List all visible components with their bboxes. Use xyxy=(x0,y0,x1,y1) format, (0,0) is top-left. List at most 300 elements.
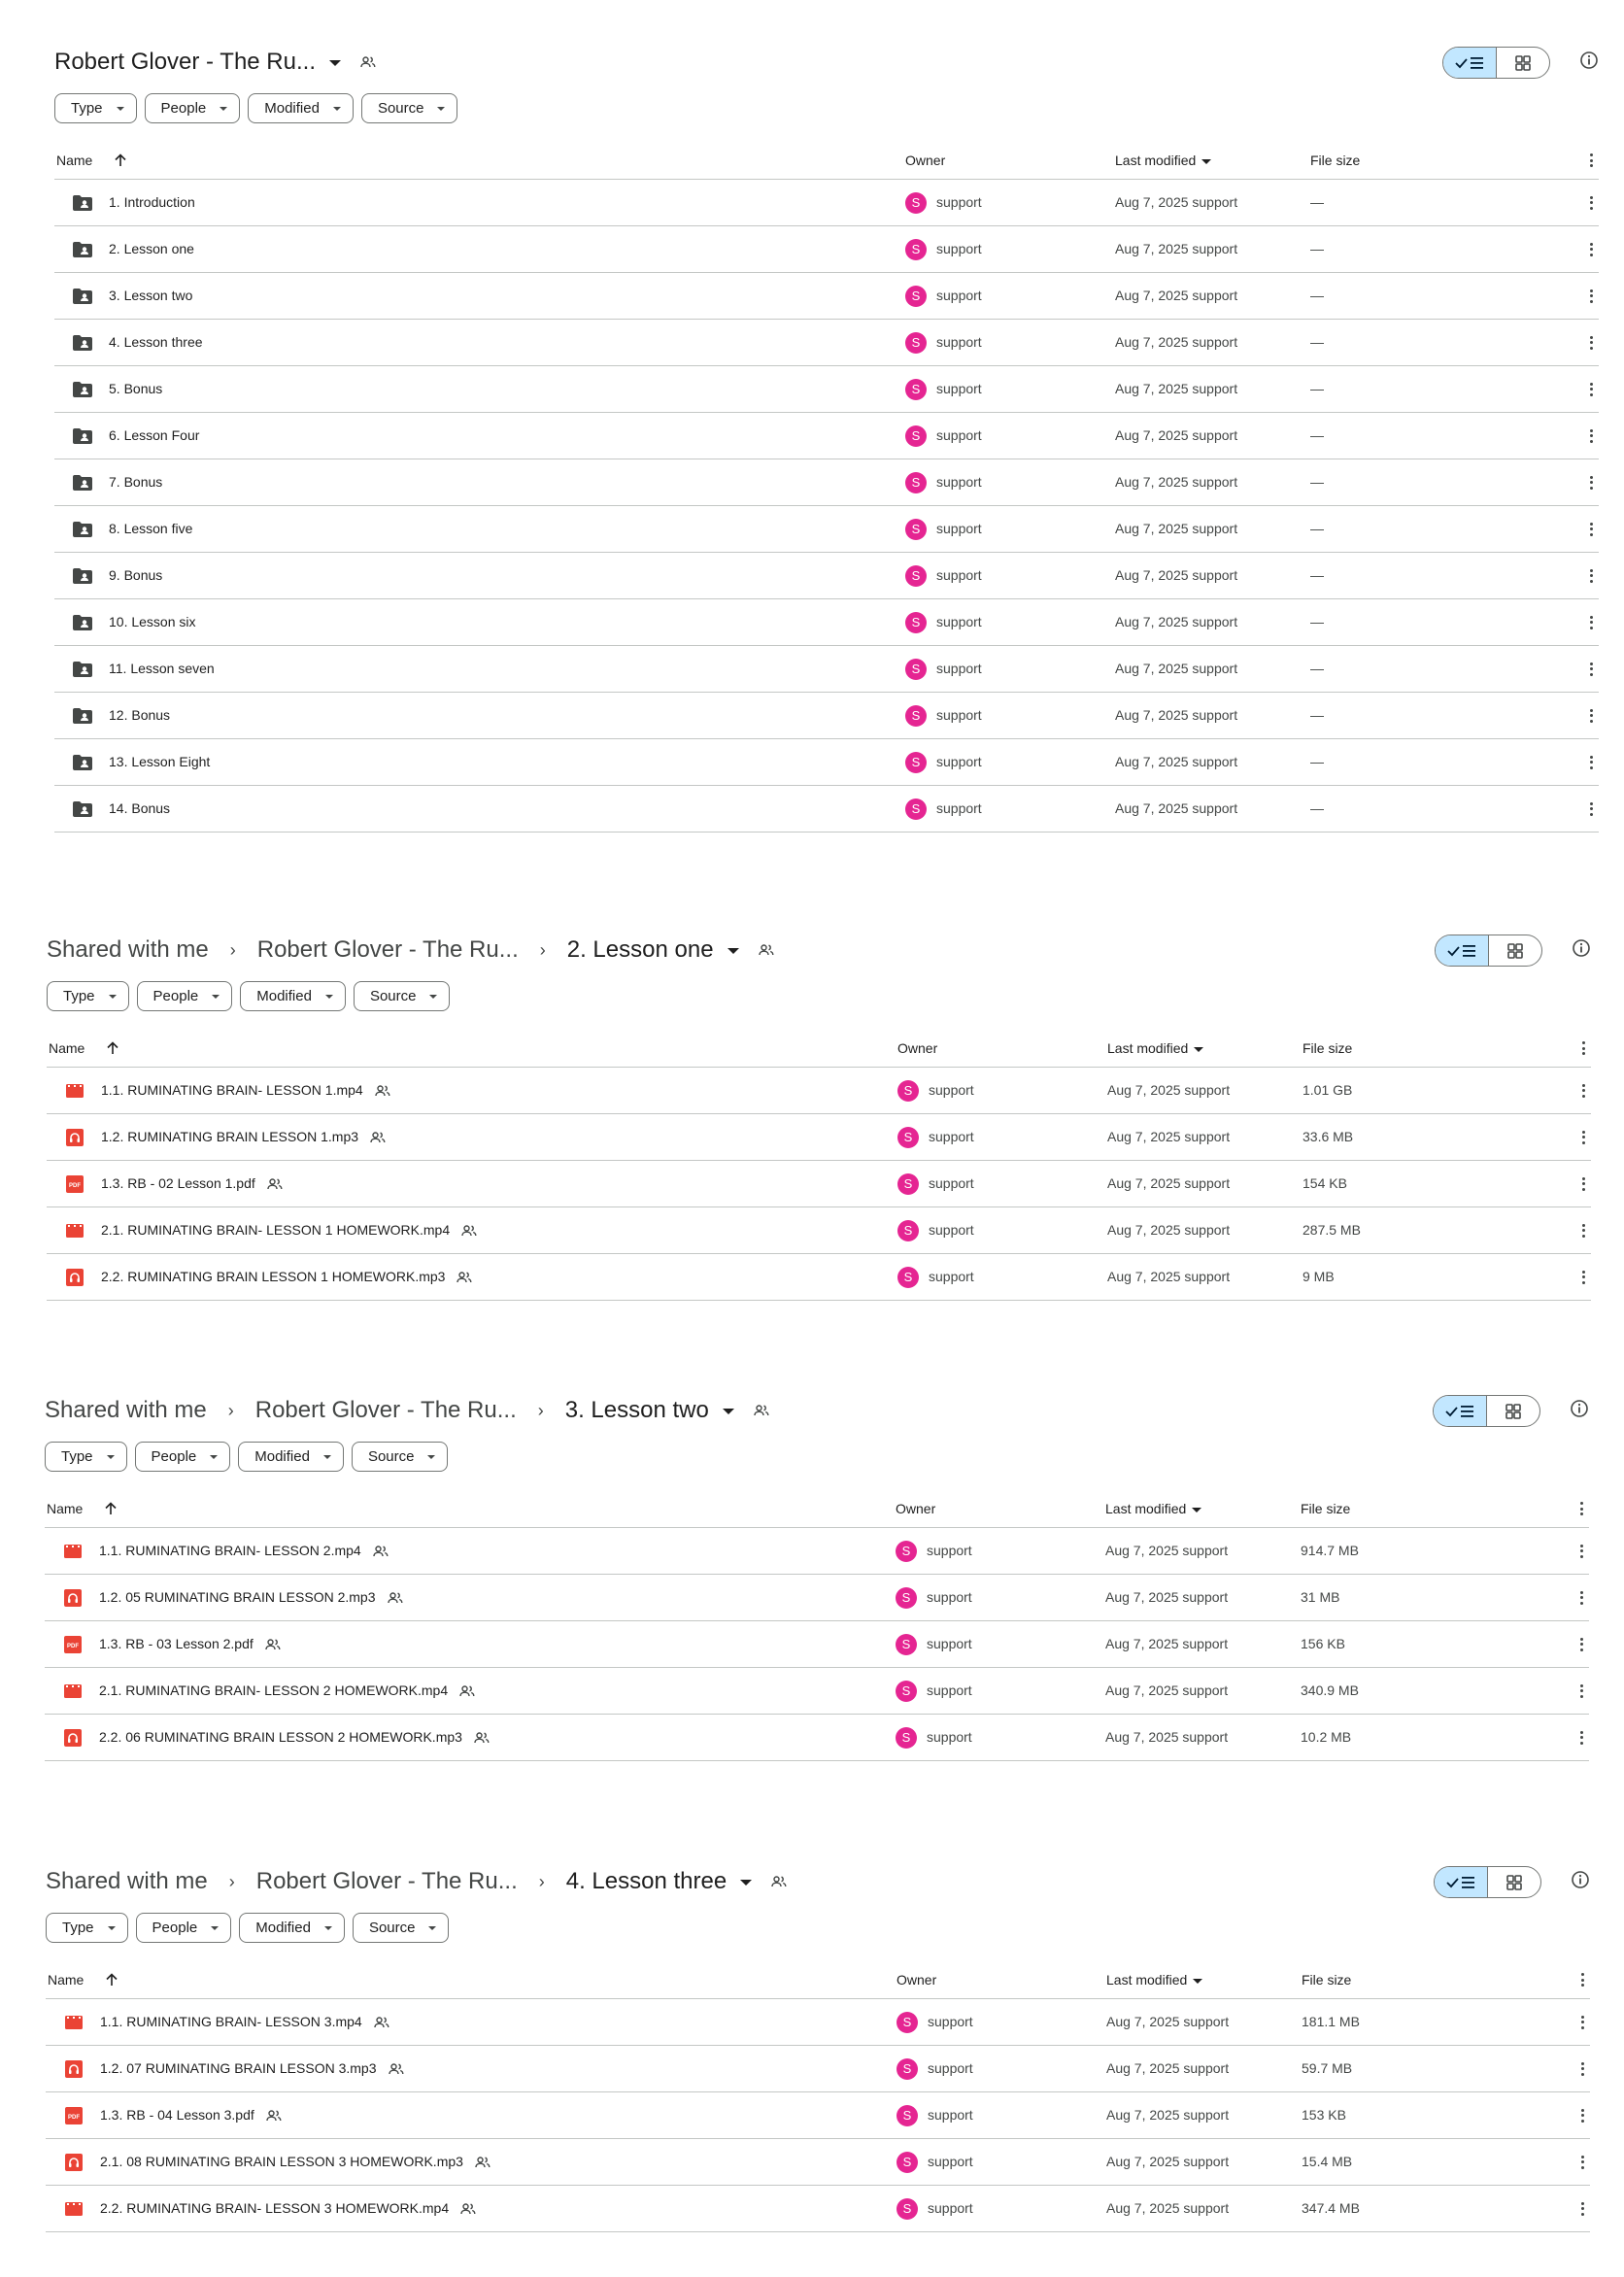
filter-chip-people[interactable] xyxy=(145,93,241,123)
filter-chip-source[interactable] xyxy=(353,1913,450,1943)
file-name[interactable]: 1.3. RB - 02 Lesson 1.pdf xyxy=(101,1175,255,1191)
table-row[interactable] xyxy=(54,366,1599,413)
table-row[interactable] xyxy=(46,2092,1590,2139)
column-header-file-size: File size xyxy=(1302,1972,1352,1988)
owner-cell xyxy=(905,273,982,319)
sort-arrow-up-icon[interactable] xyxy=(104,1502,118,1515)
avatar: S xyxy=(897,2058,918,2080)
owner-cell xyxy=(905,599,982,645)
caret-down-icon xyxy=(220,107,227,111)
owner-name: support xyxy=(936,474,982,490)
file-name-cell xyxy=(56,366,162,412)
shared-folder-icon xyxy=(360,56,376,68)
column-header-name[interactable] xyxy=(56,142,127,179)
folder-panel-root xyxy=(54,39,1599,833)
last-modified-cell: Aug 7, 2025 support xyxy=(1107,1222,1231,1238)
caret-down-icon xyxy=(212,995,220,999)
file-name[interactable]: 1.2. RUMINATING BRAIN LESSON 1.mp3 xyxy=(101,1129,359,1144)
table-row[interactable] xyxy=(54,273,1599,320)
avatar: S xyxy=(905,286,927,307)
avatar: S xyxy=(905,379,927,400)
file-size-cell: — xyxy=(1310,474,1324,490)
more-actions-icon[interactable] xyxy=(1580,1999,1584,2045)
video-icon xyxy=(62,1681,84,1702)
column-header-last-modified[interactable] xyxy=(1105,1490,1201,1527)
file-size-cell: 914.7 MB xyxy=(1301,1543,1359,1558)
column-header-owner: Owner xyxy=(905,153,946,168)
avatar: S xyxy=(896,1727,917,1749)
more-actions-icon[interactable] xyxy=(1589,506,1593,552)
list-view-button[interactable] xyxy=(1436,935,1489,966)
table-row[interactable] xyxy=(54,226,1599,273)
caret-down-icon xyxy=(323,1455,331,1459)
file-size-cell: 287.5 MB xyxy=(1303,1222,1361,1238)
file-size-cell: 154 KB xyxy=(1303,1175,1347,1191)
more-options-icon[interactable] xyxy=(1580,1961,1584,1998)
column-header-name[interactable] xyxy=(49,1030,119,1067)
file-name[interactable]: 2.2. RUMINATING BRAIN- LESSON 3 HOMEWORK.mp4 xyxy=(100,2200,450,2216)
info-icon[interactable] xyxy=(1570,1399,1589,1418)
owner-name: support xyxy=(936,754,982,769)
last-modified-cell: Aug 7, 2025 support xyxy=(1107,1175,1231,1191)
file-name[interactable]: 6. Lesson Four xyxy=(109,427,200,443)
svg-text:PDF: PDF xyxy=(68,2114,80,2121)
file-name[interactable]: 2.1. RUMINATING BRAIN- LESSON 1 HOMEWORK.mp4 xyxy=(101,1222,451,1238)
current-folder-title[interactable] xyxy=(566,1868,752,1895)
more-actions-icon[interactable] xyxy=(1579,1621,1583,1667)
breadcrumb-shared-with-me[interactable]: Shared with me xyxy=(45,1397,207,1423)
file-name[interactable]: 2.1. RUMINATING BRAIN- LESSON 2 HOMEWORK.mp4 xyxy=(99,1682,449,1698)
file-name-cell xyxy=(49,1161,283,1206)
file-size-cell: — xyxy=(1310,381,1324,396)
owner-cell xyxy=(897,1114,974,1160)
last-modified-cell: Aug 7, 2025 support xyxy=(1106,2107,1230,2123)
file-name[interactable]: 2.2. RUMINATING BRAIN LESSON 1 HOMEWORK.mp3 xyxy=(101,1269,446,1284)
table-row[interactable] xyxy=(54,413,1599,459)
owner-name: support xyxy=(929,1082,974,1098)
file-size-cell: — xyxy=(1310,521,1324,536)
breadcrumb-parent-folder[interactable]: Robert Glover - The Ru... xyxy=(256,936,519,963)
avatar: S xyxy=(905,659,927,680)
table-row[interactable] xyxy=(54,786,1599,833)
avatar: S xyxy=(896,1587,917,1609)
more-options-icon[interactable] xyxy=(1589,142,1593,179)
caret-down-icon xyxy=(109,995,117,999)
column-header-name[interactable] xyxy=(47,1490,118,1527)
avatar: S xyxy=(897,1127,919,1148)
file-name[interactable]: 12. Bonus xyxy=(109,707,171,723)
owner-cell xyxy=(897,1207,974,1253)
filter-chip-source[interactable] xyxy=(354,981,451,1011)
last-modified-cell: Aug 7, 2025 support xyxy=(1115,521,1238,536)
folder-icon xyxy=(72,286,93,307)
breadcrumb-shared-with-me[interactable]: Shared with me xyxy=(47,936,209,963)
breadcrumb-parent-folder[interactable]: Robert Glover - The Ru... xyxy=(255,1868,518,1894)
view-toggle xyxy=(1434,1866,1541,1898)
file-name-cell xyxy=(48,2186,476,2231)
table-row[interactable] xyxy=(47,1254,1591,1301)
column-header-name[interactable] xyxy=(48,1961,118,1998)
grid-view-button[interactable] xyxy=(1497,48,1549,78)
folder-icon xyxy=(72,752,93,773)
more-actions-icon[interactable] xyxy=(1589,646,1593,692)
caret-down-icon xyxy=(108,1926,116,1930)
owner-cell xyxy=(905,506,982,552)
file-size-cell: — xyxy=(1310,241,1324,256)
column-header-last-modified-label: Last modified xyxy=(1105,1501,1187,1516)
file-name[interactable]: 1.1. RUMINATING BRAIN- LESSON 3.mp4 xyxy=(100,2014,362,2029)
view-toggle xyxy=(1433,1395,1540,1427)
video-icon xyxy=(63,2012,85,2033)
breadcrumb xyxy=(45,1397,769,1424)
file-size-cell: — xyxy=(1310,567,1324,583)
owner-name: support xyxy=(936,567,982,583)
page-title: 2. Lesson one xyxy=(566,936,714,963)
table-row[interactable] xyxy=(54,599,1599,646)
folder-panel-lesson-two xyxy=(45,1387,1589,1761)
file-size-cell: 10.2 MB xyxy=(1301,1729,1352,1745)
file-name[interactable]: 1.2. 05 RUMINATING BRAIN LESSON 2.mp3 xyxy=(99,1589,376,1605)
filter-chip-label: Source xyxy=(368,1920,416,1936)
filter-chip-label: Type xyxy=(63,988,95,1004)
owner-cell xyxy=(905,739,982,785)
column-header-file-size: File size xyxy=(1310,153,1361,168)
caret-down-icon xyxy=(1194,1047,1203,1052)
filter-chip-source[interactable] xyxy=(352,1442,449,1472)
filter-chip-people[interactable] xyxy=(137,981,233,1011)
more-actions-icon[interactable] xyxy=(1581,1207,1585,1253)
table-row[interactable] xyxy=(46,2186,1590,2232)
last-modified-cell: Aug 7, 2025 support xyxy=(1115,614,1238,629)
file-name[interactable]: 3. Lesson two xyxy=(109,288,193,303)
filter-chip-label: Source xyxy=(369,988,417,1004)
svg-text:PDF: PDF xyxy=(67,1643,79,1649)
folder-panel-lesson-three xyxy=(46,1858,1590,2232)
filter-chip-label: Type xyxy=(71,100,103,117)
sort-arrow-up-icon[interactable] xyxy=(106,1041,119,1055)
more-actions-icon[interactable] xyxy=(1589,180,1593,225)
last-modified-cell: Aug 7, 2025 support xyxy=(1115,427,1238,443)
more-actions-icon[interactable] xyxy=(1581,1161,1585,1206)
table-row[interactable] xyxy=(46,2139,1590,2186)
owner-cell xyxy=(896,1668,972,1714)
more-actions-icon[interactable] xyxy=(1589,786,1593,832)
audio-icon xyxy=(62,1587,84,1609)
owner-name: support xyxy=(927,1543,972,1558)
table-row[interactable] xyxy=(45,1668,1589,1715)
owner-cell xyxy=(905,226,982,272)
filter-chip-label: Modified xyxy=(264,100,320,117)
file-name[interactable]: 5. Bonus xyxy=(109,381,163,396)
more-actions-icon[interactable] xyxy=(1589,693,1593,738)
file-size-cell: — xyxy=(1310,707,1324,723)
info-icon[interactable] xyxy=(1579,51,1599,70)
owner-cell xyxy=(897,1999,973,2045)
file-name-cell xyxy=(48,2092,282,2138)
owner-cell xyxy=(897,1068,974,1113)
column-header-name-label: Name xyxy=(56,153,93,168)
more-actions-icon[interactable] xyxy=(1589,366,1593,412)
file-size-cell: — xyxy=(1310,800,1324,816)
audio-icon xyxy=(63,2058,85,2080)
list-view-button[interactable] xyxy=(1443,48,1497,78)
owner-name: support xyxy=(928,2014,973,2029)
current-folder-title[interactable] xyxy=(567,936,739,964)
last-modified-cell: Aug 7, 2025 support xyxy=(1106,2060,1230,2076)
owner-name: support xyxy=(927,1682,972,1698)
table-row[interactable] xyxy=(45,1528,1589,1575)
file-size-cell: 33.6 MB xyxy=(1303,1129,1354,1144)
more-actions-icon[interactable] xyxy=(1589,599,1593,645)
last-modified-cell: Aug 7, 2025 support xyxy=(1115,800,1238,816)
column-header-last-modified-label: Last modified xyxy=(1115,153,1197,168)
breadcrumb xyxy=(54,49,376,76)
filter-chip-type[interactable] xyxy=(45,1442,127,1472)
more-actions-icon[interactable] xyxy=(1589,413,1593,459)
owner-cell xyxy=(896,1621,972,1667)
owner-cell xyxy=(897,1161,974,1206)
owner-name: support xyxy=(936,661,982,676)
filter-chip-modified[interactable] xyxy=(239,1913,345,1943)
avatar: S xyxy=(905,565,927,587)
table-row[interactable] xyxy=(47,1161,1591,1207)
avatar: S xyxy=(897,1080,919,1102)
avatar: S xyxy=(897,2105,918,2126)
file-name[interactable]: 13. Lesson Eight xyxy=(109,754,211,769)
filter-chip-modified[interactable] xyxy=(238,1442,344,1472)
sort-arrow-up-icon[interactable] xyxy=(105,1973,118,1987)
owner-name: support xyxy=(928,2154,973,2169)
last-modified-cell: Aug 7, 2025 support xyxy=(1105,1636,1229,1651)
chevron-right-icon: › xyxy=(227,1400,234,1420)
more-actions-icon[interactable] xyxy=(1580,2046,1584,2091)
last-modified-cell: Aug 7, 2025 support xyxy=(1106,2014,1230,2029)
folder-icon xyxy=(72,705,93,727)
more-actions-icon[interactable] xyxy=(1579,1715,1583,1760)
filter-chip-people[interactable] xyxy=(136,1913,232,1943)
table-row[interactable] xyxy=(54,180,1599,226)
shared-icon xyxy=(461,1225,477,1237)
audio-icon xyxy=(64,1127,85,1148)
file-size-cell: 9 MB xyxy=(1303,1269,1335,1284)
file-name[interactable]: 1.3. RB - 03 Lesson 2.pdf xyxy=(99,1636,254,1651)
filter-chips xyxy=(46,1913,1590,1946)
more-actions-icon[interactable] xyxy=(1589,459,1593,505)
file-name[interactable]: 4. Lesson three xyxy=(109,334,203,350)
file-size-cell: — xyxy=(1310,427,1324,443)
owner-name: support xyxy=(927,1589,972,1605)
table-row[interactable] xyxy=(45,1621,1589,1668)
file-name-cell xyxy=(47,1621,281,1667)
column-header-last-modified[interactable] xyxy=(1115,142,1211,179)
table-row[interactable] xyxy=(54,553,1599,599)
more-actions-icon[interactable] xyxy=(1580,2139,1584,2185)
more-actions-icon[interactable] xyxy=(1589,553,1593,598)
file-size-cell: 347.4 MB xyxy=(1302,2200,1360,2216)
pdf-icon xyxy=(63,2105,85,2126)
caret-down-icon xyxy=(723,1409,734,1414)
filter-chip-type[interactable] xyxy=(47,981,129,1011)
table-row[interactable] xyxy=(54,320,1599,366)
filter-chip-modified[interactable] xyxy=(248,93,354,123)
table-row[interactable] xyxy=(45,1575,1589,1621)
file-size-cell: — xyxy=(1310,661,1324,676)
folder-header xyxy=(45,1387,1589,1434)
caret-down-icon xyxy=(1193,1979,1202,1984)
avatar: S xyxy=(897,2152,918,2173)
more-actions-icon[interactable] xyxy=(1589,226,1593,272)
owner-name: support xyxy=(929,1175,974,1191)
more-actions-icon[interactable] xyxy=(1579,1528,1583,1574)
shared-icon xyxy=(374,2017,389,2028)
shared-icon xyxy=(267,1178,283,1190)
file-size-cell: 153 KB xyxy=(1302,2107,1346,2123)
shared-icon xyxy=(457,1272,472,1283)
breadcrumb-parent-folder[interactable]: Robert Glover - The Ru... xyxy=(254,1397,517,1423)
last-modified-cell: Aug 7, 2025 support xyxy=(1115,661,1238,676)
avatar: S xyxy=(905,425,927,447)
chevron-right-icon: › xyxy=(539,939,546,960)
column-header-file-size: File size xyxy=(1301,1501,1351,1516)
file-name[interactable]: 8. Lesson five xyxy=(109,521,193,536)
more-options-icon[interactable] xyxy=(1581,1030,1585,1067)
more-actions-icon[interactable] xyxy=(1580,2092,1584,2138)
table-row[interactable] xyxy=(47,1114,1591,1161)
file-size-cell: — xyxy=(1310,334,1324,350)
table-row[interactable] xyxy=(54,739,1599,786)
caret-down-icon xyxy=(428,1926,436,1930)
filter-chip-people[interactable] xyxy=(135,1442,231,1472)
last-modified-cell: Aug 7, 2025 support xyxy=(1107,1129,1231,1144)
file-size-cell: 1.01 GB xyxy=(1303,1082,1353,1098)
owner-cell xyxy=(897,2092,973,2138)
file-name-cell xyxy=(48,1999,389,2045)
folder-icon xyxy=(72,472,93,493)
filter-chip-modified[interactable] xyxy=(240,981,346,1011)
column-header-last-modified-label: Last modified xyxy=(1106,1972,1188,1988)
more-options-icon[interactable] xyxy=(1579,1490,1583,1527)
more-actions-icon[interactable] xyxy=(1589,739,1593,785)
file-name[interactable]: 2. Lesson one xyxy=(109,241,194,256)
filter-chip-label: People xyxy=(151,1448,197,1465)
grid-view-button[interactable] xyxy=(1489,935,1541,966)
owner-name: support xyxy=(936,800,982,816)
file-name[interactable]: 11. Lesson seven xyxy=(109,661,215,676)
table-header xyxy=(47,1030,1591,1068)
table-header xyxy=(46,1961,1590,1999)
shared-folder-icon xyxy=(754,1405,769,1416)
avatar: S xyxy=(905,612,927,633)
file-name[interactable]: 2.1. 08 RUMINATING BRAIN LESSON 3 HOMEWORK.mp3 xyxy=(100,2154,463,2169)
file-name[interactable]: 1.1. RUMINATING BRAIN- LESSON 1.mp4 xyxy=(101,1082,363,1098)
owner-cell xyxy=(896,1528,972,1574)
file-name[interactable]: 7. Bonus xyxy=(109,474,163,490)
file-name[interactable]: 1. Introduction xyxy=(109,194,195,210)
more-actions-icon[interactable] xyxy=(1581,1068,1585,1113)
filter-chip-type[interactable] xyxy=(54,93,137,123)
table-row[interactable] xyxy=(47,1068,1591,1114)
column-header-last-modified[interactable] xyxy=(1106,1961,1202,1998)
file-name[interactable]: 14. Bonus xyxy=(109,800,171,816)
more-actions-icon[interactable] xyxy=(1580,2186,1584,2231)
info-icon[interactable] xyxy=(1572,938,1591,958)
sort-arrow-up-icon[interactable] xyxy=(114,153,127,167)
owner-name: support xyxy=(936,288,982,303)
view-toggle xyxy=(1442,47,1550,79)
owner-name: support xyxy=(929,1129,974,1144)
table-row[interactable] xyxy=(54,459,1599,506)
table-row[interactable] xyxy=(46,2046,1590,2092)
owner-name: support xyxy=(929,1269,974,1284)
grid-view-button[interactable] xyxy=(1487,1396,1539,1426)
caret-down-icon xyxy=(329,60,341,66)
file-name[interactable]: 1.2. 07 RUMINATING BRAIN LESSON 3.mp3 xyxy=(100,2060,377,2076)
page-title: Robert Glover - The Ru... xyxy=(54,49,316,75)
file-name[interactable]: 2.2. 06 RUMINATING BRAIN LESSON 2 HOMEWORK.mp3 xyxy=(99,1729,462,1745)
folder-icon xyxy=(72,519,93,540)
shared-folder-icon xyxy=(759,944,774,956)
filter-chip-type[interactable] xyxy=(46,1913,128,1943)
table-row[interactable] xyxy=(46,1999,1590,2046)
owner-cell xyxy=(905,459,982,505)
more-actions-icon[interactable] xyxy=(1581,1114,1585,1160)
column-header-owner: Owner xyxy=(897,1972,937,1988)
list-view-button[interactable] xyxy=(1435,1867,1488,1897)
file-name-cell xyxy=(56,320,203,365)
video-icon xyxy=(64,1220,85,1241)
table-row[interactable] xyxy=(54,693,1599,739)
file-name[interactable]: 1.3. RB - 04 Lesson 3.pdf xyxy=(100,2107,254,2123)
shared-icon xyxy=(388,1592,403,1604)
shared-icon xyxy=(459,1685,475,1697)
last-modified-cell: Aug 7, 2025 support xyxy=(1106,2200,1230,2216)
table-row[interactable] xyxy=(54,506,1599,553)
caret-down-icon xyxy=(427,1455,435,1459)
more-actions-icon[interactable] xyxy=(1589,273,1593,319)
breadcrumb-shared-with-me[interactable]: Shared with me xyxy=(46,1868,208,1894)
last-modified-cell: Aug 7, 2025 support xyxy=(1115,707,1238,723)
more-actions-icon[interactable] xyxy=(1589,320,1593,365)
last-modified-cell: Aug 7, 2025 support xyxy=(1107,1082,1231,1098)
current-folder-title[interactable] xyxy=(54,49,341,76)
table-row[interactable] xyxy=(54,646,1599,693)
more-actions-icon[interactable] xyxy=(1581,1254,1585,1300)
filter-chip-label: Modified xyxy=(256,988,312,1004)
more-actions-icon[interactable] xyxy=(1579,1575,1583,1620)
file-size-cell: 31 MB xyxy=(1301,1589,1340,1605)
file-name-cell xyxy=(56,506,192,552)
file-name[interactable]: 9. Bonus xyxy=(109,567,163,583)
current-folder-title[interactable] xyxy=(565,1397,734,1424)
file-name[interactable]: 1.1. RUMINATING BRAIN- LESSON 2.mp4 xyxy=(99,1543,361,1558)
grid-view-button[interactable] xyxy=(1488,1867,1540,1897)
owner-cell xyxy=(896,1715,972,1760)
list-view-button[interactable] xyxy=(1434,1396,1487,1426)
view-toggle xyxy=(1435,935,1542,967)
owner-cell xyxy=(897,1254,974,1300)
file-name[interactable]: 10. Lesson six xyxy=(109,614,196,629)
table-row[interactable] xyxy=(45,1715,1589,1761)
info-icon[interactable] xyxy=(1571,1870,1590,1889)
caret-down-icon xyxy=(117,107,124,111)
more-actions-icon[interactable] xyxy=(1579,1668,1583,1714)
owner-name: support xyxy=(929,1222,974,1238)
filter-chip-source[interactable] xyxy=(361,93,458,123)
file-size-cell: 156 KB xyxy=(1301,1636,1345,1651)
column-header-last-modified[interactable] xyxy=(1107,1030,1203,1067)
pdf-icon xyxy=(64,1173,85,1195)
table-row[interactable] xyxy=(47,1207,1591,1254)
